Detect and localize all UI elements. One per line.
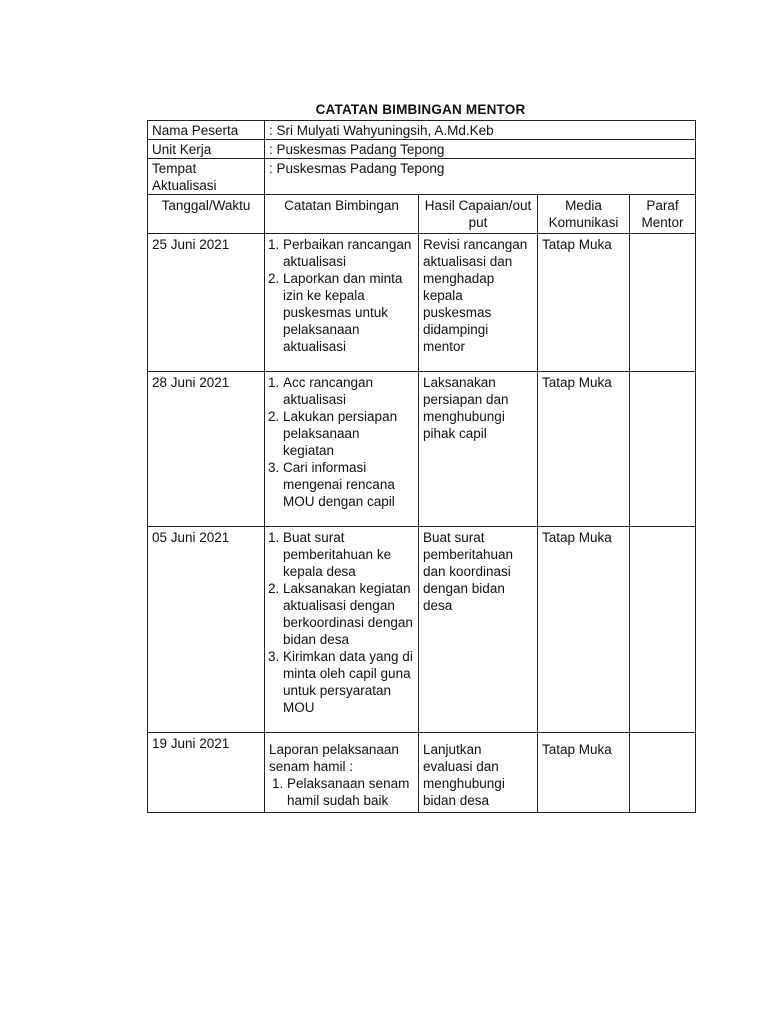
entry-media: Tatap Muka — [538, 527, 630, 733]
entry-notes — [265, 372, 419, 527]
entry-result: Revisi rancangan aktualisasi dan menghadap kepala puskesmas didampingi mentor — [419, 234, 538, 372]
entry-signature — [630, 372, 696, 527]
entry-signature — [630, 234, 696, 372]
entry-signature — [630, 527, 696, 733]
entry-result: Buat surat pemberitahuan dan koordinasi dengan bidan desa — [419, 527, 538, 733]
entry-media: Tatap Muka — [538, 234, 630, 372]
list-item: 3. Kirimkan data yang di minta oleh capil guna untuk persyaratan MOU — [283, 648, 414, 716]
participant-name-row — [148, 121, 696, 140]
table-row — [148, 372, 696, 527]
entry-media: Tatap Muka — [538, 372, 630, 527]
entry-media: Tatap Muka — [538, 733, 630, 813]
list-item: 1. Perbaikan rancangan aktualisasi — [283, 236, 414, 270]
work-unit-value: : Puskesmas Padang Tepong — [265, 140, 696, 159]
notes-list — [265, 236, 414, 355]
notes-list — [265, 374, 414, 510]
work-unit-label: Unit Kerja — [148, 140, 265, 159]
entry-notes — [265, 733, 419, 813]
list-item: 2. Lakukan persiapan pelaksanaan kegiatan — [283, 408, 414, 459]
actualization-place-label: Tempat Aktualisasi — [148, 159, 265, 195]
entry-date: 28 Juni 2021 — [148, 372, 265, 527]
entry-notes — [265, 234, 419, 372]
table-row — [148, 733, 696, 813]
list-item: 1. Buat surat pemberitahuan ke kepala desa — [283, 529, 414, 580]
table-row — [148, 527, 696, 733]
notes-list — [269, 775, 414, 809]
table-row — [148, 234, 696, 372]
list-item: 2. Laporkan dan minta izin ke kepala puskesmas untuk pelaksanaan aktualisasi — [283, 270, 414, 355]
col-header-signature: Paraf Mentor — [630, 195, 696, 234]
work-unit-row — [148, 140, 696, 159]
col-header-date: Tanggal/Waktu — [148, 195, 265, 234]
participant-name-label: Nama Peserta — [148, 121, 265, 140]
column-header-row — [148, 195, 696, 234]
notes-lead-text: Laporan pelaksanaan senam hamil : — [269, 742, 399, 774]
list-item: 2. Laksanakan kegiatan aktualisasi dengan berkoordinasi dengan bidan desa — [283, 580, 414, 648]
entry-date: 19 Juni 2021 — [148, 733, 265, 813]
document-title: CATATAN BIMBINGAN MENTOR — [315, 102, 526, 117]
col-header-media: Media Komunikasi — [538, 195, 630, 234]
col-header-notes: Catatan Bimbingan — [265, 195, 419, 234]
mentor-guidance-table — [147, 120, 696, 813]
notes-list — [265, 529, 414, 716]
participant-name-value: : Sri Mulyati Wahyuningsih, A.Md.Keb — [265, 121, 696, 140]
entry-date: 05 Juni 2021 — [148, 527, 265, 733]
col-header-result: Hasil Capaian/output — [419, 195, 538, 234]
list-item: 1. Acc rancangan aktualisasi — [283, 374, 414, 408]
actualization-place-value: : Puskesmas Padang Tepong — [265, 159, 696, 195]
entry-result: Lanjutkan evaluasi dan menghubungi bidan desa — [419, 733, 538, 813]
entry-result: Laksanakan persiapan dan menghubungi pihak capil — [419, 372, 538, 527]
actualization-place-row — [148, 159, 696, 195]
entry-signature — [630, 733, 696, 813]
list-item: 3. Cari informasi mengenai rencana MOU dengan capil — [283, 459, 414, 510]
entry-date: 25 Juni 2021 — [148, 234, 265, 372]
entry-notes — [265, 527, 419, 733]
list-item: 1. Pelaksanaan senam hamil sudah baik — [287, 775, 414, 809]
